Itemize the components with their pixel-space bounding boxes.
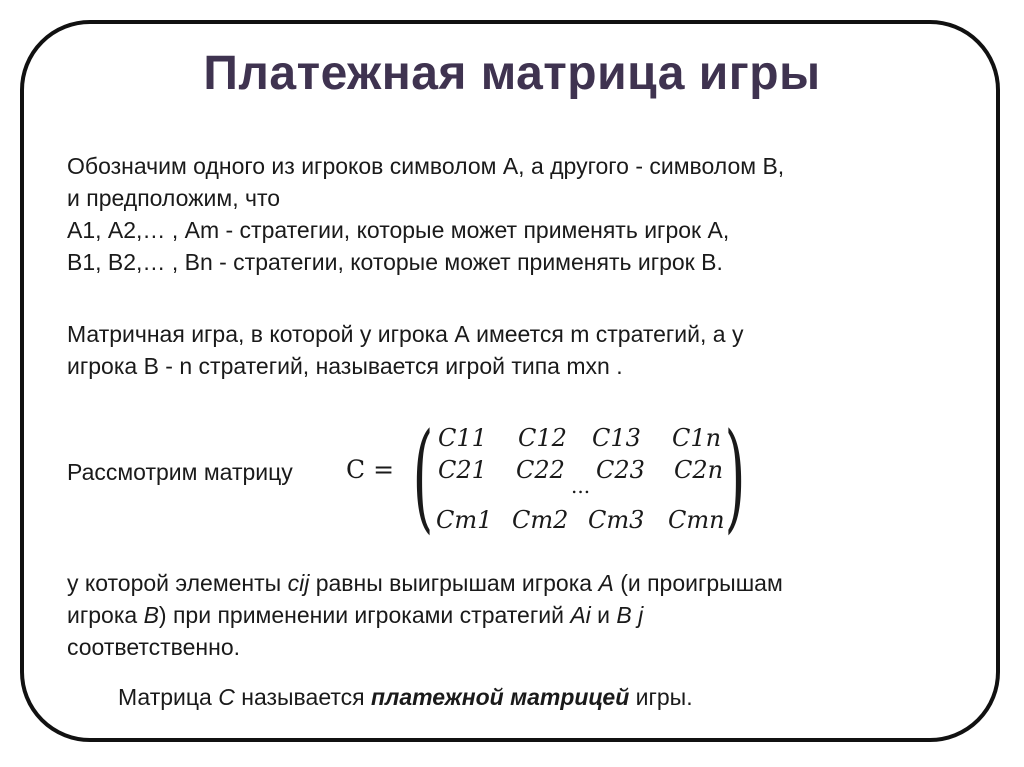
cij-term: cij xyxy=(287,570,310,596)
explanation-paragraph xyxy=(67,567,967,663)
intro-line-1: Обозначим одного из игроков символом А, а другого - символом В, xyxy=(67,153,785,179)
matrix-symbol: C = xyxy=(346,455,395,484)
definition-line-1: Матричная игра, в которой у игрока А имеется m стратегий, а у xyxy=(67,321,744,347)
matrix-cell: C12 xyxy=(518,424,567,452)
bj-term: В j xyxy=(616,602,644,628)
matrix-cell: C21 xyxy=(438,456,487,484)
definition-paragraph xyxy=(67,318,967,382)
matrix-cell: Cm3 xyxy=(588,506,645,534)
text-run: называется xyxy=(234,684,371,710)
matrix-cell: C2n xyxy=(674,456,724,484)
player-b-term: В xyxy=(143,602,159,628)
matrix-c-term: С xyxy=(218,684,235,710)
definition-line-2: игрока В - n стратегий, называется игрой типа mxn . xyxy=(67,353,623,379)
text-run: игрока xyxy=(67,602,144,628)
conclusion-line xyxy=(118,684,693,711)
text-run: у которой элементы xyxy=(67,570,288,596)
strategies-a-line: А1, А2,… , Аm - стратегии, которые может применять игрок А, xyxy=(67,217,730,243)
intro-line-2: и предположим, что xyxy=(67,185,281,211)
matrix-cell: C22 xyxy=(516,456,565,484)
strategies-b-line: В1, В2,… , Вn - стратегии, которые может применять игрок В. xyxy=(67,249,723,275)
matrix-cell: C11 xyxy=(438,424,487,452)
text-run: равны выигрышам игрока xyxy=(309,570,599,596)
right-parenthesis: ) xyxy=(724,407,746,545)
explanation-line-3: соответственно. xyxy=(67,634,241,660)
left-parenthesis: ( xyxy=(412,407,434,545)
explanation-line-1 xyxy=(67,567,967,599)
text-run: игры. xyxy=(629,684,693,710)
matrix-cell: C13 xyxy=(592,424,641,452)
slide-title: Платежная матрица игры xyxy=(203,47,821,100)
ai-term: Ai xyxy=(570,602,591,628)
matrix-cell: Cmn xyxy=(668,506,725,534)
text-run: и xyxy=(590,602,617,628)
matrix-cell: Cm2 xyxy=(512,506,569,534)
explanation-line-2 xyxy=(67,599,967,631)
matrix-ellipsis: ... xyxy=(571,474,591,498)
matrix-cell: Cm1 xyxy=(436,506,493,534)
text-run: Матрица xyxy=(118,684,219,710)
text-run: (и проигрышам xyxy=(613,570,783,596)
matrix-label: Рассмотрим матрицу xyxy=(67,459,293,485)
matrix-cell: C23 xyxy=(596,456,645,484)
intro-paragraph xyxy=(67,150,967,278)
text-run: ) при применении игроками стратегий xyxy=(158,602,571,628)
player-a-term: А xyxy=(598,570,614,596)
matrix-cell: C1n xyxy=(672,424,722,452)
payoff-matrix-term: платежной матрицей xyxy=(370,684,630,710)
